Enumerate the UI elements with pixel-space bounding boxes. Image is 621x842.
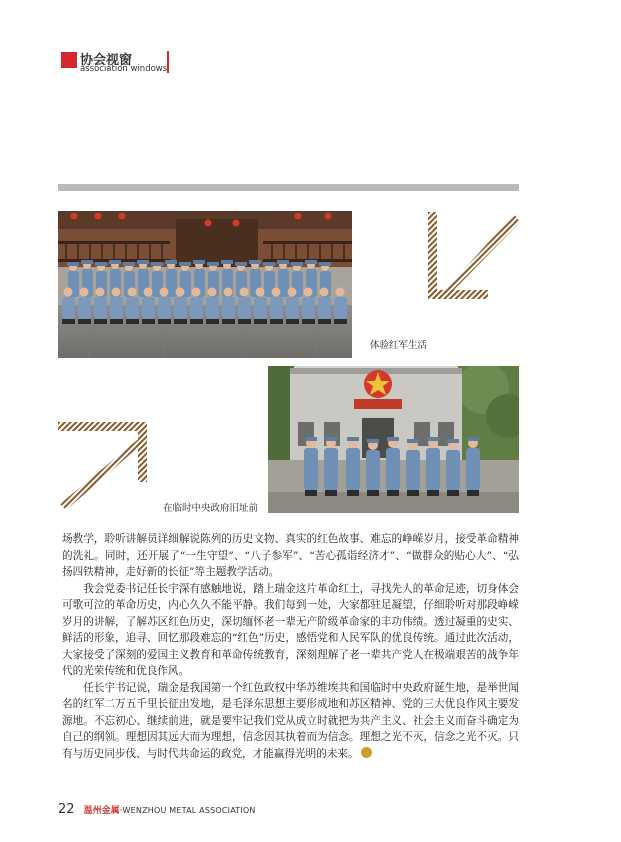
article-paragraph: 任长宇书记说，瑞金是我国第一个红色政权中华苏维埃共和国临时中央政府诞生地，是举世闻名的红军二万五千里长征出发地，是毛泽东思想主要形成地和苏区精神、党的三大优良作风主要发源地。不忘初心、继续前进，就是要牢记我们党从成立时就把为共产主义、社会主义而奋斗确定为自己的纲领。理想因其远大而为理想，信念因其执着而为信念。理想之光不灭，信念之光不灭。只有与历史同步伐、与时代共命运的政党，才能赢得光明的未来。 [62, 681, 519, 760]
section-subtitle: association windows [80, 64, 168, 74]
article-paragraph: 场教学，聆听讲解员详细解说陈列的历史文物、真实的红色故事、难忘的峥嵘岁月，接受革命精神的洗礼。同时，还开展了“一生守望”、“八子参军”、“苦心孤诣经济才”、“做群众的贴心人”、“弘扬四铁精神，走好新的长征”等主题教学活动。 [62, 533, 519, 578]
article-end-mark-icon [361, 747, 372, 758]
page-footer [58, 798, 256, 817]
photo-caption-1: 体验红军生活 [370, 340, 428, 351]
striped-arrow-decoration [58, 422, 150, 510]
footer-separator: · [119, 806, 123, 816]
group-photo-red-army-life [58, 211, 352, 358]
footer-brand-en: WENZHOU METAL ASSOCIATION [122, 806, 256, 815]
section-title: 协会视窗 [80, 53, 133, 68]
article-paragraph: 我会党委书记任长宇深有感触地说，踏上瑞金这片革命红土，寻找先人的革命足迹，切身体会可歌可泣的革命历史，内心久久不能平静。我们每到一处，大家都驻足凝望，仔细聆听对那段峥嵘岁月的讲解，了解苏区红色历史，深切缅怀老一辈无产阶级革命家的丰功伟绩。透过凝重的史实、鲜活的形象，追寻、回忆那段难忘的“红色”历史，感悟党和人民军队的优良传统。通过此次活动，大家接受了深刻的爱国主义教育和革命传统教育，深刻理解了老一辈共产党人在极端艰苦的战争年代的光荣传统和优良作风。 [62, 582, 519, 677]
header-red-square [61, 52, 77, 68]
striped-arrow-decoration [428, 212, 520, 300]
divider-bar [58, 184, 519, 191]
page-number: 22 [58, 802, 75, 817]
photo-caption-2: 在临时中央政府旧址前 [163, 503, 259, 514]
footer-brand: 温州金属 [83, 806, 120, 816]
article-body [62, 531, 519, 762]
header-red-bar [167, 51, 169, 73]
group-photo-government-site [268, 366, 519, 513]
